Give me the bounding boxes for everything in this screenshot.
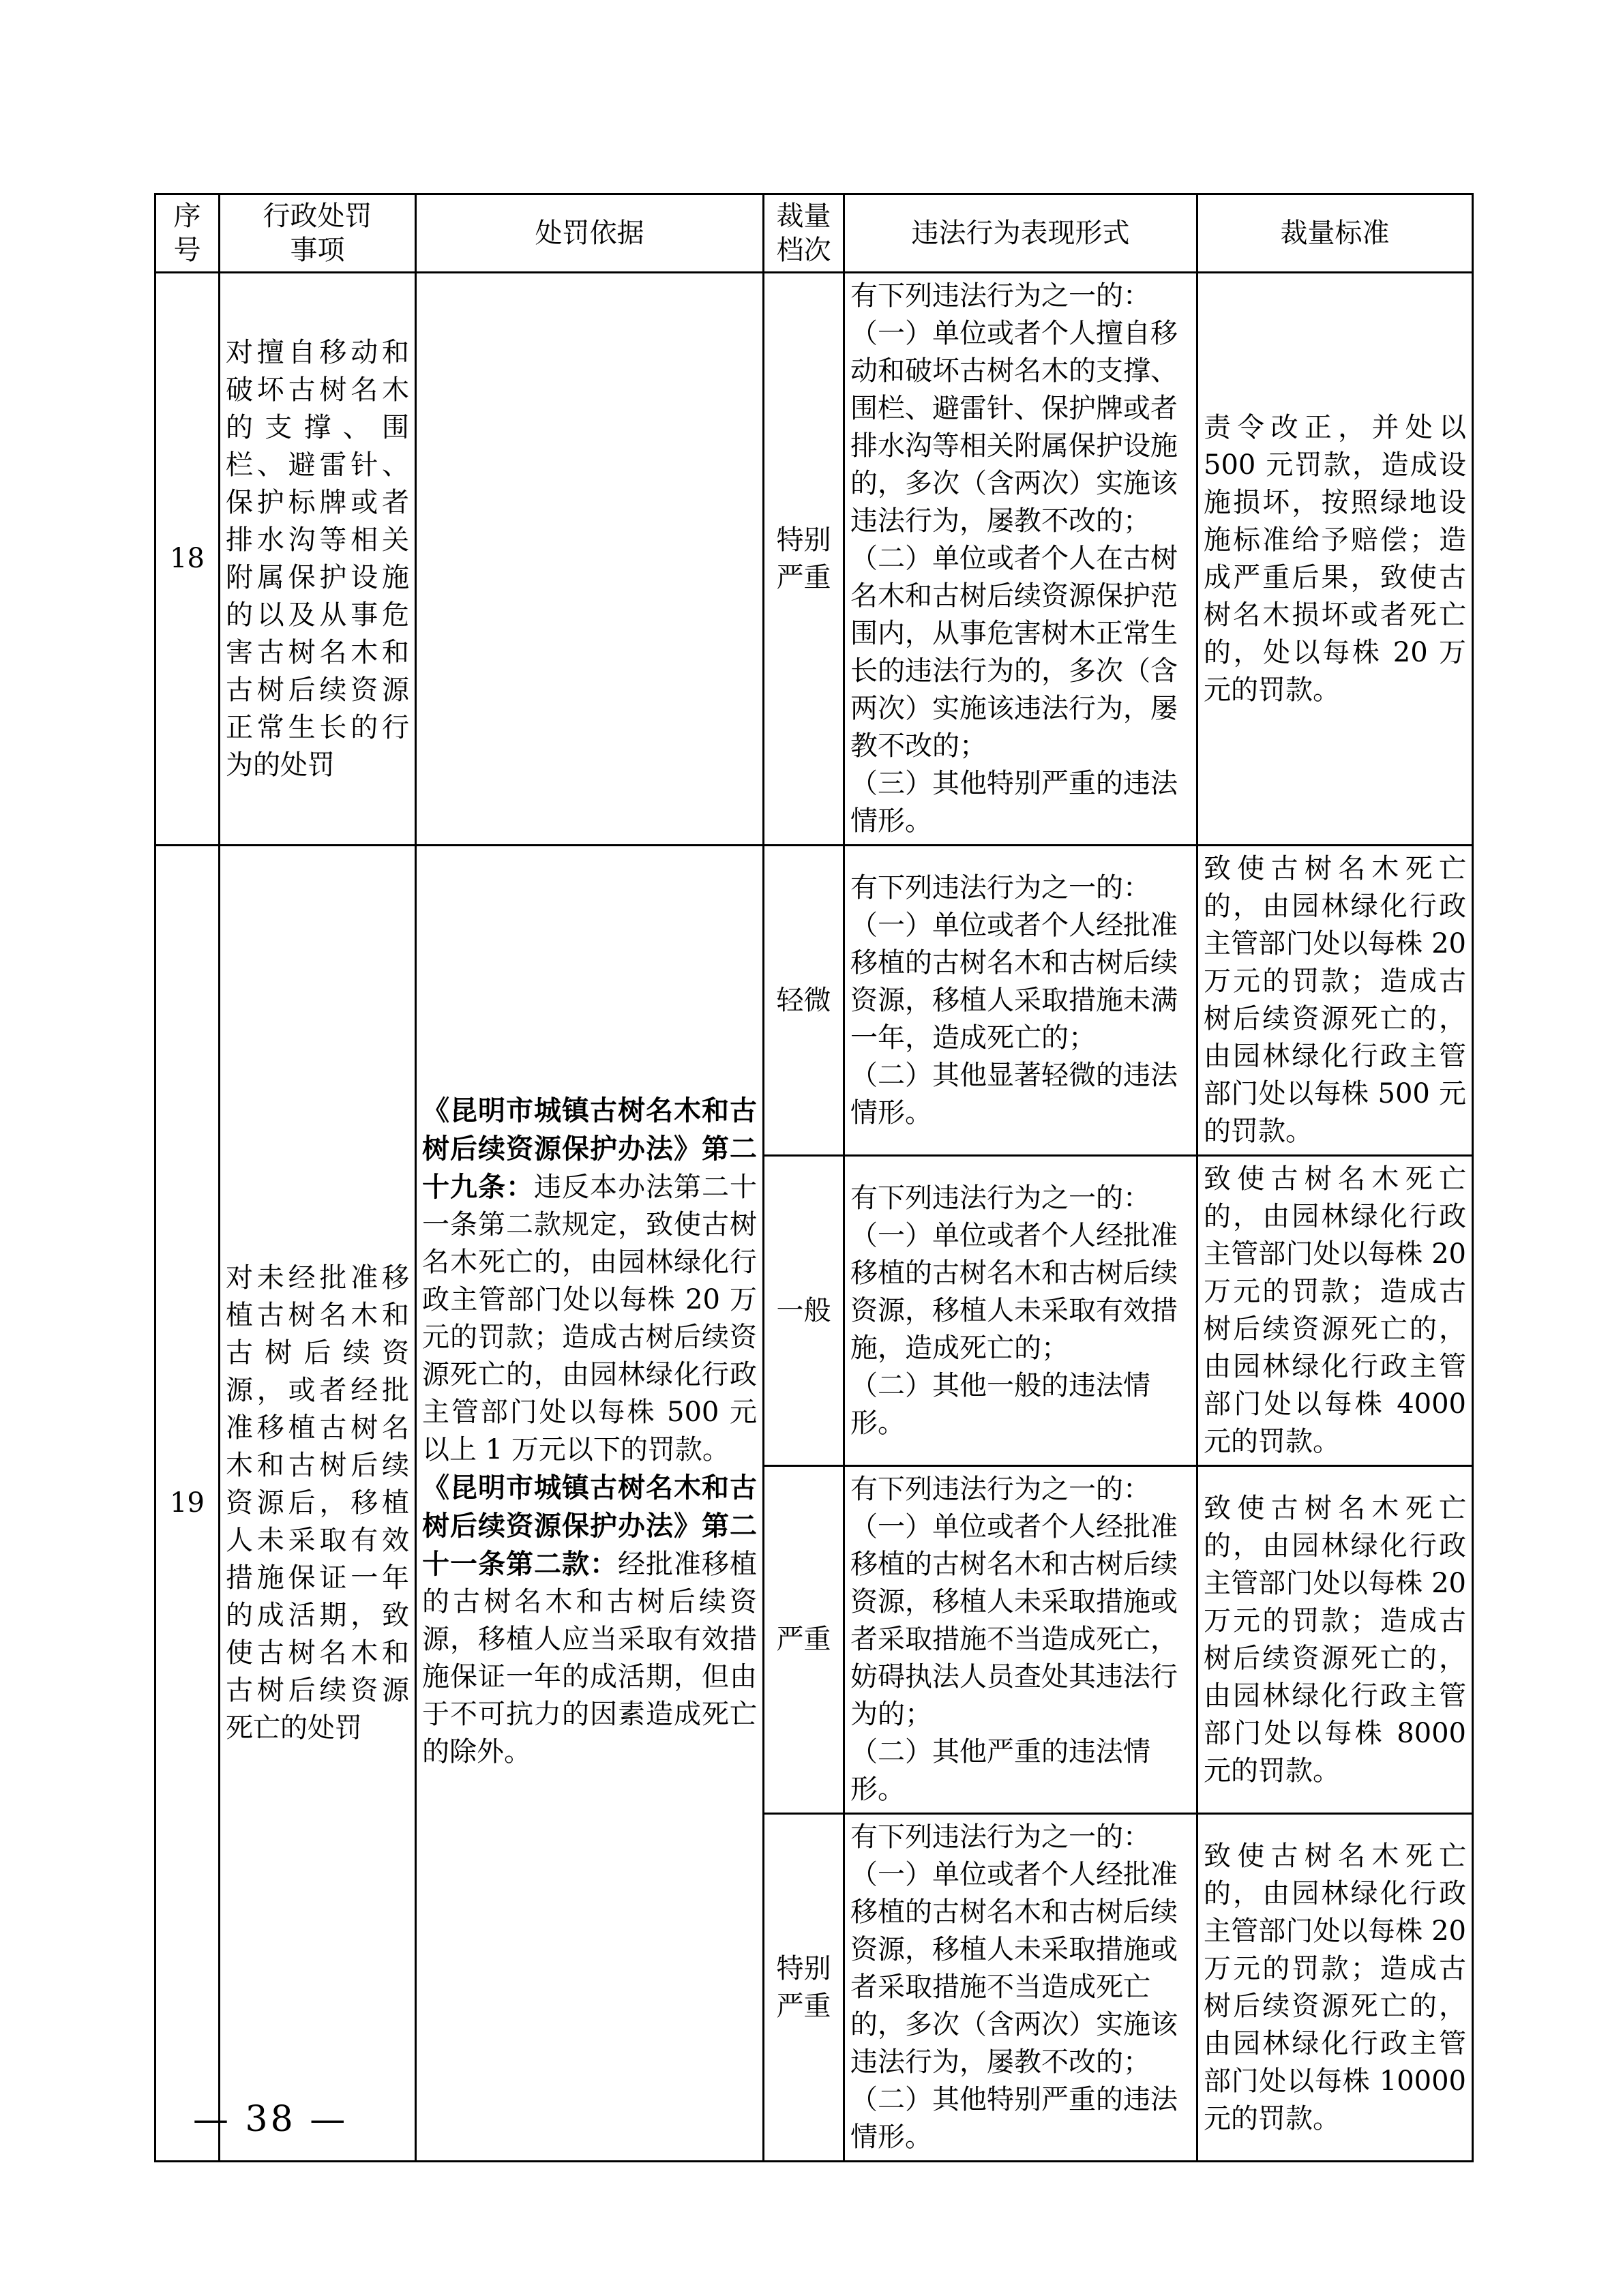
row19-standard-4: 致使古树名木死亡的，由园林绿化行政主管部门处以每株 20 万元的罚款；造成古树后续资源死亡的，由园林绿化行政主管部门处以每株 10000 元的罚款。 [1197,1814,1473,2162]
row19-level-4: 特别 严重 [764,1814,844,2162]
header-row [155,194,1473,273]
header-level: 裁量 档次 [764,194,844,273]
table-row-18 [155,273,1473,846]
row19-form-2: 有下列违法行为之一的： （一）单位或者个人经批准移植的古树名木和古树后续资源，移植人未采取有效措施，造成死亡的； （二）其他一般的违法情形。 [844,1156,1197,1466]
row19-level-3: 严重 [764,1466,844,1814]
row19-level-2: 一般 [764,1156,844,1466]
row19-form-3: 有下列违法行为之一的： （一）单位或者个人经批准移植的古树名木和古树后续资源，移植人未采取措施或者采取措施不当造成死亡，妨碍执法人员查处其违法行为的； （二）其他严重的违法情形。 [844,1466,1197,1814]
header-form: 违法行为表现形式 [844,194,1197,273]
penalty-table [154,193,1474,2162]
law1-title: 《昆明市城镇古树名木和古树后续资源保护办法》第二十九条： [422,1094,757,1203]
row19-standard-1: 致使古树名木死亡的，由园林绿化行政主管部门处以每株 20 万元的罚款；造成古树后续资源死亡的，由园林绿化行政主管部门处以每株 500 元的罚款。 [1197,846,1473,1156]
row19-basis [416,846,764,2162]
law2-text: 经批准移植的古树名木和古树后续资源，移植人应当采取有效措施保证一年的成活期，但由于不可抗力的因素造成死亡的除外。 [422,1549,757,1768]
header-standard: 裁量标准 [1197,194,1473,273]
row19-item: 对未经批准移植古树名木和古树后续资源，或者经批准移植古树名木和古树后续资源后，移植人未采取有效措施保证一年的成活期，致使古树名木和古树后续资源死亡的处罚 [220,846,416,2162]
row19-form-4: 有下列违法行为之一的： （一）单位或者个人经批准移植的古树名木和古树后续资源，移植人未采取措施或者采取措施不当造成死亡的，多次（含两次）实施该违法行为，屡教不改的； （二）其他特别严重的违法情形。 [844,1814,1197,2162]
row19-standard-2: 致使古树名木死亡的，由园林绿化行政主管部门处以每株 20 万元的罚款；造成古树后续资源死亡的，由园林绿化行政主管部门处以每株 4000 元的罚款。 [1197,1156,1473,1466]
row18-level: 特别 严重 [764,273,844,846]
row18-item: 对擅自移动和破坏古树名木的支撑、围栏、避雷针、保护标牌或者排水沟等相关附属保护设施的以及从事危害古树名木和古树后续资源正常生长的行为的处罚 [220,273,416,846]
header-item: 行政处罚 事项 [220,194,416,273]
row18-standard: 责令改正，并处以 500 元罚款，造成设施损坏，按照绿地设施标准给予赔偿；造成严重后果，致使古树名木损坏或者死亡的，处以每株 20 万元的罚款。 [1197,273,1473,846]
row19-level-1: 轻微 [764,846,844,1156]
row18-form: 有下列违法行为之一的： （一）单位或者个人擅自移动和破坏古树名木的支撑、围栏、避雷针、保护牌或者排水沟等相关附属保护设施的，多次（含两次）实施该违法行为，屡教不改的； （二）单位或者个人在古树名木和古树后续资源保护范围内，从事危害树木正常生长的违法行为的，多次（含两次）实施该违法行为，屡教不改的； （三）其他特别严重的违法情形。 [844,273,1197,846]
page-number: — 38 — [193,2099,348,2140]
header-basis: 处罚依据 [416,194,764,273]
row19-seq: 19 [155,846,220,2162]
row19-standard-3: 致使古树名木死亡的，由园林绿化行政主管部门处以每株 20 万元的罚款；造成古树后续资源死亡的，由园林绿化行政主管部门处以每株 8000 元的罚款。 [1197,1466,1473,1814]
header-seq: 序号 [155,194,220,273]
row19-form-1: 有下列违法行为之一的： （一）单位或者个人经批准移植的古树名木和古树后续资源，移植人采取措施未满一年，造成死亡的； （二）其他显著轻微的违法情形。 [844,846,1197,1156]
law2-title: 《昆明市城镇古树名木和古树后续资源保护办法》第二十一条第二款： [422,1472,757,1580]
row18-seq: 18 [155,273,220,846]
law1-text: 违反本办法第二十一条第二款规定，致使古树名木死亡的，由园林绿化行政主管部门处以每株 20 万元的罚款；造成古树后续资源死亡的，由园林绿化行政主管部门处以每株 500 元以上 1 万元以下的罚款。 [422,1172,757,1465]
table-row-19-minor [155,846,1473,1156]
row18-basis [416,273,764,846]
